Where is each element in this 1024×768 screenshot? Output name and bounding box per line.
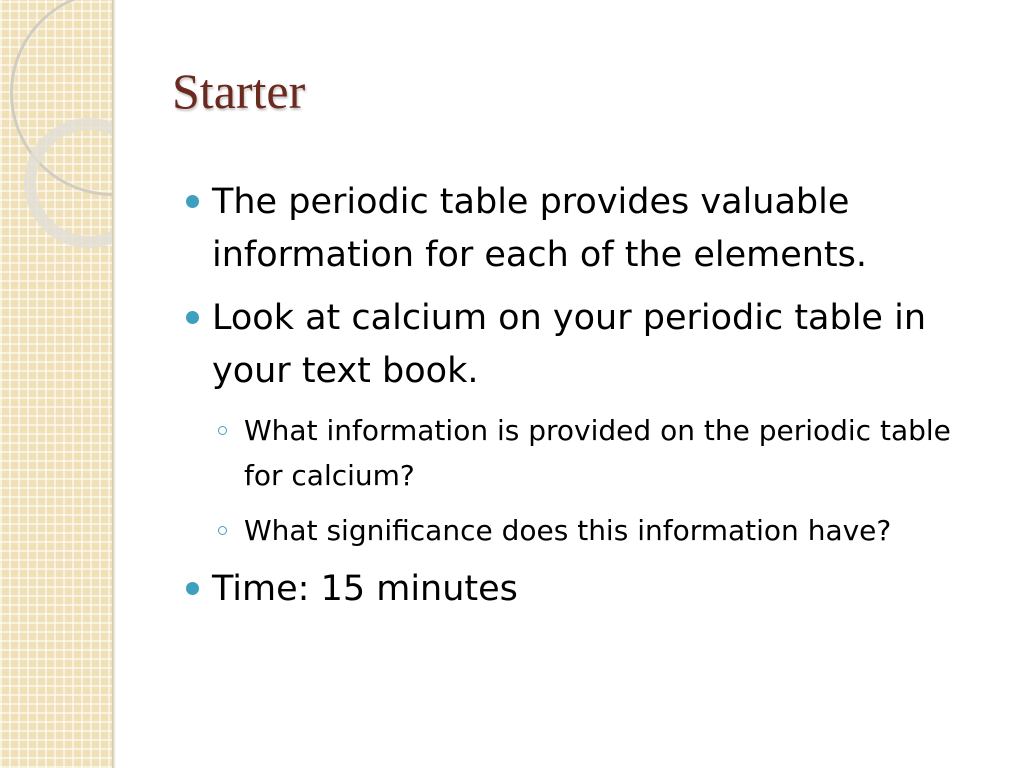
sidebar-edge	[112, 0, 116, 768]
slide-title: Starter	[172, 63, 306, 119]
slide-body	[180, 176, 990, 626]
sub-bullet-text: What information is provided on the periodic table for calcium?	[244, 414, 951, 492]
bullet-dot-icon	[186, 195, 199, 208]
bullet-ring-icon	[218, 526, 227, 535]
bullet-item	[180, 563, 990, 616]
bullet-item	[180, 176, 990, 282]
bullet-text: The periodic table provides valuable information for each of the elements.	[212, 182, 868, 275]
sub-bullet-item	[210, 508, 990, 553]
bullet-text: Time: 15 minutes	[212, 569, 518, 609]
sub-bullet-item	[210, 408, 990, 498]
bullet-text: Look at calcium on your periodic table in your text book.	[212, 298, 926, 391]
bullet-dot-icon	[186, 582, 199, 595]
sub-bullet-text: What significance does this information have?	[244, 514, 892, 547]
decorative-sidebar	[0, 0, 112, 768]
bullet-item	[180, 292, 990, 398]
bullet-ring-icon	[218, 426, 227, 435]
bullet-dot-icon	[186, 311, 199, 324]
